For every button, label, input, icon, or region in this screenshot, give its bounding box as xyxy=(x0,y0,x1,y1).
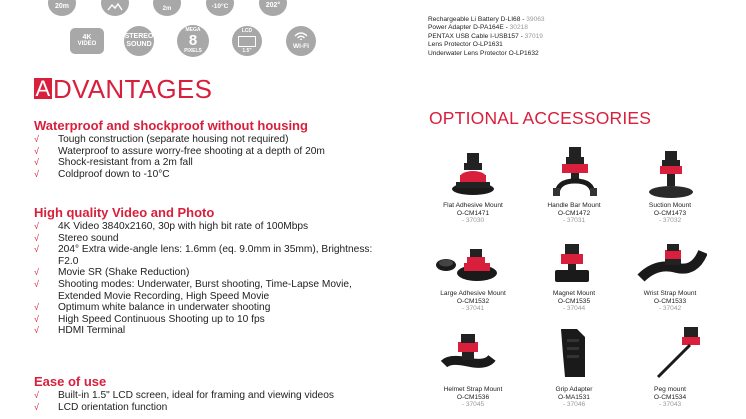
accessory-code-line: - 37044 xyxy=(562,305,586,313)
list-item-text: HDMI Terminal xyxy=(58,325,126,337)
accessory-name: Helmet Strap Mount xyxy=(443,386,503,393)
wifi-graphic xyxy=(294,32,308,40)
accessory-name: Flat Adhesive Mount xyxy=(443,202,503,209)
accessory-model: O-CM1536 xyxy=(456,393,490,401)
icon-label-bottom: VIDEO xyxy=(77,41,97,47)
accessory-card xyxy=(526,386,622,409)
accessory-code: 37042 xyxy=(662,305,682,313)
list-item-text: Movie SR (Shake Reduction) xyxy=(58,267,190,279)
check-icon: √ xyxy=(34,232,39,243)
icon-label-small: MEGA xyxy=(185,27,201,33)
accessory-model: O-CM1533 xyxy=(653,297,687,305)
accessory-name: Grip Adapter xyxy=(555,386,593,393)
icon-label-bottom: PIXELS xyxy=(184,48,202,54)
accessory-name: Magnet Mount xyxy=(552,290,596,297)
icon-label-top: 8 xyxy=(188,32,198,49)
list-item xyxy=(34,325,374,337)
check-icon: √ xyxy=(34,244,39,255)
icon-label-group xyxy=(293,32,309,51)
included-name: Underwater Lens Protector O-LP1632 xyxy=(428,49,539,57)
list-item-text: Tough construction (separate housing not required) xyxy=(58,134,289,145)
icon-label: 202° xyxy=(265,2,281,9)
check-icon: √ xyxy=(34,145,39,156)
accessory-code-line: - 37030 xyxy=(461,217,485,225)
included-item: PENTAX USB Cable I-USB157 - 37019 xyxy=(428,32,543,40)
accessory-model: O-MA1531 xyxy=(558,393,590,401)
section-list xyxy=(34,221,374,337)
list-item xyxy=(34,279,374,302)
check-icon: √ xyxy=(34,313,39,324)
list-item-text: Waterproof to assure worry-free shooting at a depth of 20m xyxy=(58,145,325,157)
accessory-model: O-CM1532 xyxy=(456,297,490,305)
check-icon: √ xyxy=(34,390,39,400)
check-icon: √ xyxy=(34,221,39,231)
accessory-code-line: - 37043 xyxy=(658,401,682,409)
accessory-code-line: - 37042 xyxy=(658,305,682,313)
accessory-code: 37043 xyxy=(662,401,682,409)
shockproof-icon xyxy=(101,0,129,16)
waterproof-20m-icon xyxy=(48,0,76,16)
included-name: Lens Protector O-LP1631 xyxy=(428,41,503,49)
large-adhesive-mount-image xyxy=(432,243,502,285)
icon-label-bottom: SOUND xyxy=(126,41,152,48)
advantages-title-cap: A xyxy=(35,76,51,101)
accessory-code-line: - 37046 xyxy=(562,401,586,409)
section-list xyxy=(34,390,334,413)
peg-mount-image xyxy=(650,325,706,381)
included-name: PENTAX USB Cable I-USB157 xyxy=(428,32,519,40)
included-item: Rechargeable Li Battery D-LI68 - 39063 xyxy=(428,16,545,23)
megapixel-icon xyxy=(177,25,209,57)
icon-label-group xyxy=(125,33,154,49)
list-item xyxy=(34,314,374,326)
accessory-model: O-CM1473 xyxy=(653,209,687,217)
accessory-code-line: - 37041 xyxy=(461,305,485,313)
icon-label-top: WI-FI xyxy=(293,42,309,50)
accessory-code: 37031 xyxy=(566,217,586,225)
lcd-icon xyxy=(232,26,262,56)
wide-angle-icon xyxy=(259,0,287,16)
icon-label-bottom: 1.5" xyxy=(242,47,252,54)
list-item-text: Coldproof down to -10°C xyxy=(58,168,170,180)
icon-label: 2m xyxy=(162,6,172,12)
included-item: Power Adapter D-PA164E - 30218 xyxy=(428,24,528,32)
included-name: Rechargeable Li Battery D-LI68 xyxy=(428,16,521,23)
icon-label-top: STEREO xyxy=(124,33,154,40)
drop-2m-icon xyxy=(153,0,181,16)
accessory-card xyxy=(622,386,718,409)
wifi-icon xyxy=(286,26,316,56)
list-item-text: Shooting modes: Underwater, Burst shooting, Time-Lapse Movie, Extended Movie Recording, High Speed Movie xyxy=(58,278,352,302)
magnet-mount-image xyxy=(551,242,595,286)
section-heading: High quality Video and Photo xyxy=(34,205,215,220)
optional-accessories-title: OPTIONAL ACCESSORIES xyxy=(429,108,652,128)
accessory-code: 37030 xyxy=(465,217,485,225)
included-item xyxy=(428,41,545,49)
accessory-code: 37046 xyxy=(566,401,586,409)
list-item xyxy=(34,402,334,414)
coldproof-icon xyxy=(206,0,234,16)
wrist-strap-mount-image xyxy=(637,242,707,286)
list-item-text: High Speed Continuous Shooting up to 10 fps xyxy=(58,313,265,325)
suction-mount-image xyxy=(645,148,695,200)
accessory-model: O-CM1535 xyxy=(557,297,591,305)
accessory-model: O-CM1471 xyxy=(456,209,490,217)
accessory-model: O-CM1534 xyxy=(653,393,687,401)
accessory-name: Peg mount xyxy=(654,386,686,393)
list-item xyxy=(34,157,325,169)
accessory-card xyxy=(622,290,718,313)
accessory-code-line: - 37032 xyxy=(658,217,682,225)
accessory-code: 37041 xyxy=(465,305,485,313)
accessory-model: O-CM1472 xyxy=(557,209,591,217)
included-code: 37019 xyxy=(524,32,543,40)
icon-label: 20m xyxy=(54,3,69,10)
included-code: 30218 xyxy=(509,24,528,32)
list-item xyxy=(34,244,374,267)
section-heading: Ease of use xyxy=(34,374,107,389)
accessory-code-line: - 37031 xyxy=(562,217,586,225)
list-item xyxy=(34,302,374,314)
accessory-code: 37032 xyxy=(662,217,682,225)
advantages-title xyxy=(34,74,212,104)
icon-label-top: 4K xyxy=(82,34,92,41)
helmet-strap-mount-image xyxy=(440,328,496,380)
list-item-text: Stereo sound xyxy=(58,232,119,244)
advantages-title-rest: DVANTAGES xyxy=(53,74,213,104)
section-list xyxy=(34,134,325,180)
check-icon: √ xyxy=(34,325,39,336)
accessory-card xyxy=(425,386,521,409)
accessory-name: Handle Bar Mount xyxy=(547,202,601,209)
accessory-name: Wrist Strap Mount xyxy=(643,290,697,297)
check-icon: √ xyxy=(34,157,39,168)
grip-adapter-image xyxy=(555,325,591,381)
accessory-code: 37044 xyxy=(566,305,586,313)
icon-label-group xyxy=(184,27,202,55)
accessory-card xyxy=(425,290,521,313)
included-accessories xyxy=(428,16,545,58)
accessory-code-line: - 37045 xyxy=(461,401,485,409)
list-item-text: 204° Extra wide-angle lens: 1.6mm (eq. 9.0mm in 35mm), Brightness: F2.0 xyxy=(58,244,373,267)
accessory-code: 37045 xyxy=(465,401,485,409)
list-item-text: LCD orientation function xyxy=(58,401,168,413)
included-item xyxy=(428,50,545,58)
handle-bar-mount-image xyxy=(549,145,601,200)
list-item xyxy=(34,169,325,181)
list-item xyxy=(34,233,374,245)
accessory-card xyxy=(425,202,521,225)
accessory-card xyxy=(526,290,622,313)
list-item xyxy=(34,146,325,158)
list-item xyxy=(34,390,334,402)
included-name: Power Adapter D-PA164E xyxy=(428,24,504,32)
icon-label: -10°C xyxy=(211,3,229,10)
list-item xyxy=(34,134,325,146)
check-icon: √ xyxy=(34,401,39,412)
list-item xyxy=(34,221,374,233)
list-item-text: Optimum white balance in underwater shooting xyxy=(58,302,271,314)
shock-graphic xyxy=(107,2,123,12)
section-heading: Waterproof and shockproof without housing xyxy=(34,118,308,133)
icon-label-group xyxy=(238,28,256,55)
accessory-name: Large Adhesive Mount xyxy=(440,290,506,297)
check-icon: √ xyxy=(34,267,39,278)
lcd-screen-graphic xyxy=(238,36,256,47)
accessory-card xyxy=(526,202,622,225)
check-icon: √ xyxy=(34,134,39,144)
list-item-text: Shock-resistant from a 2m fall xyxy=(58,157,193,169)
check-icon: √ xyxy=(34,278,39,289)
check-icon: √ xyxy=(34,168,39,179)
4k-video-icon xyxy=(70,28,104,54)
list-item-text: 4K Video 3840x2160, 30p with high bit rate of 100Mbps xyxy=(58,221,309,232)
list-item-text: Built-in 1.5" LCD screen, ideal for framing and viewing videos xyxy=(58,390,334,401)
check-icon: √ xyxy=(34,302,39,313)
icon-label-top: LCD xyxy=(241,27,253,34)
accessory-card xyxy=(622,202,718,225)
list-item xyxy=(34,267,374,279)
stereo-sound-icon xyxy=(124,26,154,56)
included-code: 39063 xyxy=(526,16,545,23)
flat-adhesive-mount-image xyxy=(448,149,498,199)
accessory-name: Suction Mount xyxy=(648,202,692,209)
